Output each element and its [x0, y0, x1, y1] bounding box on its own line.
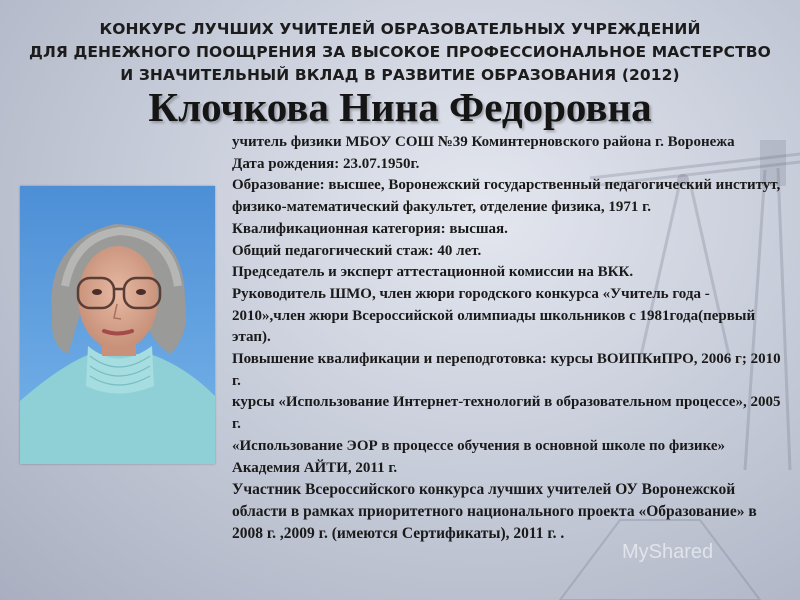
bio-contest-participation: Участник Всероссийского конкурса лучших учителей ОУ Воронежской области в рамках приоритетного национального проекта «Образование» в 2008 г. ,2009 г. (имеются Сертификаты), 2011 г. . — [232, 481, 757, 542]
bio-jury-roles: Руководитель ШМО, член жюри городского конкурса «Учитель года - 2010»,член жюри Всероссийской олимпиады школьников с 1981года(первый этап). — [232, 285, 756, 346]
bio-course-eor: «Использование ЭОР в процессе обучения в основной школе по физике» Академия АЙТИ, 2011 г. — [232, 437, 725, 476]
bio-position: учитель физики МБОУ СОШ №39 Коминтерновского района г. Воронежа — [232, 134, 735, 150]
bio-commission-role: Председатель и эксперт аттестационной комиссии на ВКК. — [232, 264, 634, 281]
header-line-3: И ЗНАЧИТЕЛЬНЫЙ ВКЛАД В РАЗВИТИЕ ОБРАЗОВАНИЯ (2012) — [120, 66, 680, 84]
contest-header — [0, 18, 800, 87]
teacher-biography — [232, 132, 782, 544]
bio-education: Образование: высшее, Воронежский государственный педагогический институт, физико-математический факультет, отделение физика, 1971 г. — [232, 177, 781, 216]
bio-birth-date: Дата рождения: 23.07.1950г. — [232, 155, 420, 172]
teacher-name: Клочкова Нина Федоровна — [148, 84, 652, 130]
bio-experience: Общий педагогический стаж: 40 лет. — [232, 242, 482, 259]
bio-qualification-category: Квалификационная категория: высшая. — [232, 220, 508, 237]
teacher-portrait — [20, 186, 215, 464]
bio-course-internet: курсы «Использование Интернет-технологий в образовательном процессе», 2005 г. — [232, 394, 781, 433]
header-line-1: КОНКУРС ЛУЧШИХ УЧИТЕЛЕЙ ОБРАЗОВАТЕЛЬНЫХ УЧРЕЖДЕНИЙ — [99, 20, 701, 38]
watermark: MyShared — [622, 541, 714, 563]
header-line-2: ДЛЯ ДЕНЕЖНОГО ПООЩРЕНИЯ ЗА ВЫСОКОЕ ПРОФЕССИОНАЛЬНОЕ МАСТЕРСТВО — [29, 43, 771, 61]
bio-training: Повышение квалификации и переподготовка: курсы ВОИПКиПРО, 2006 г; 2010 г. — [232, 351, 781, 389]
